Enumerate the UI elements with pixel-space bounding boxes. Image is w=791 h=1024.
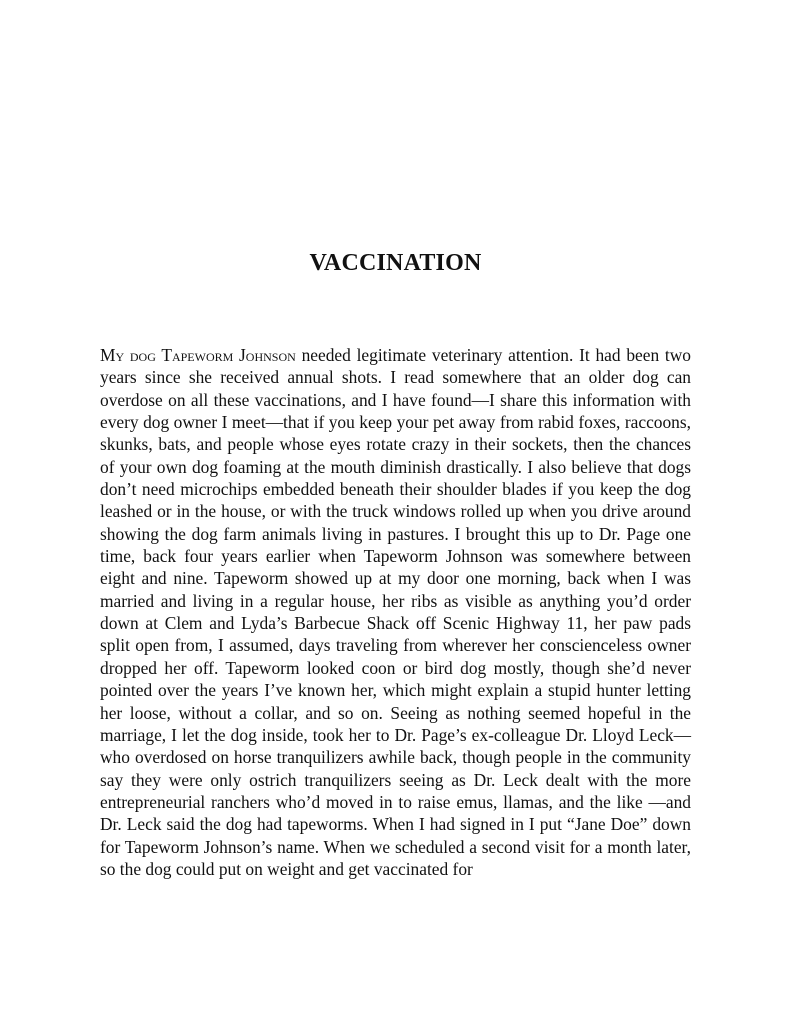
body-paragraph — [100, 344, 691, 880]
chapter-title: VACCINATION — [309, 250, 482, 277]
paragraph-text: needed legitimate veterinary attention. It had been two years since she received annual shots. I read somewhere that an older dog can overdose on all these vaccinations, and I have found—I share this information with every dog owner I meet—that if you keep your pet away from rabid foxes, raccoons, skunks, bats, and people whose eyes rotate crazy in their sockets, then the chances of your own dog foaming at the mouth diminish drastically. I also believe that dogs don’t need microchips embedded beneath their shoulder blades if you keep the dog leashed or in the house, or with the truck windows rolled up when you drive around showing the dog farm animals living in pastures. I brought this up to Dr. Page one time, back four years earlier when Tapeworm Johnson was somewhere between eight and nine. Tapeworm showed up at my door one morning, back when I was married and living in a regular house, her ribs as visible as anything you’d order down at Clem and Lyda’s Barbecue Shack off Scenic Highway 11, her paw pads split open from, I assumed, days traveling from wherever her conscienceless owner dropped her off. Tapeworm looked coon or bird dog mostly, though she’d never pointed over the years I’ve known her, which might explain a stupid hunter letting her loose, without a collar, and so on. Seeing as nothing seemed hopeful in the marriage, I let the dog inside, took her to Dr. Page’s ex-colleague Dr. Lloyd Leck—who overdosed on horse tranquilizers awhile back, though people in the community say they were only ostrich tranquilizers seeing as Dr. Leck dealt with the more entrepreneurial ranchers who’d moved in to raise emus, llamas, and the like —and Dr. Leck said the dog had tapeworms. When I had signed in I put “Jane Doe” down for Tapeworm Johnson’s name. When we scheduled a second visit for a month later, so the dog could put on weight and get vaccinated for — [100, 345, 691, 879]
lead-in-small-caps: My dog Tapeworm Johnson — [100, 345, 296, 365]
